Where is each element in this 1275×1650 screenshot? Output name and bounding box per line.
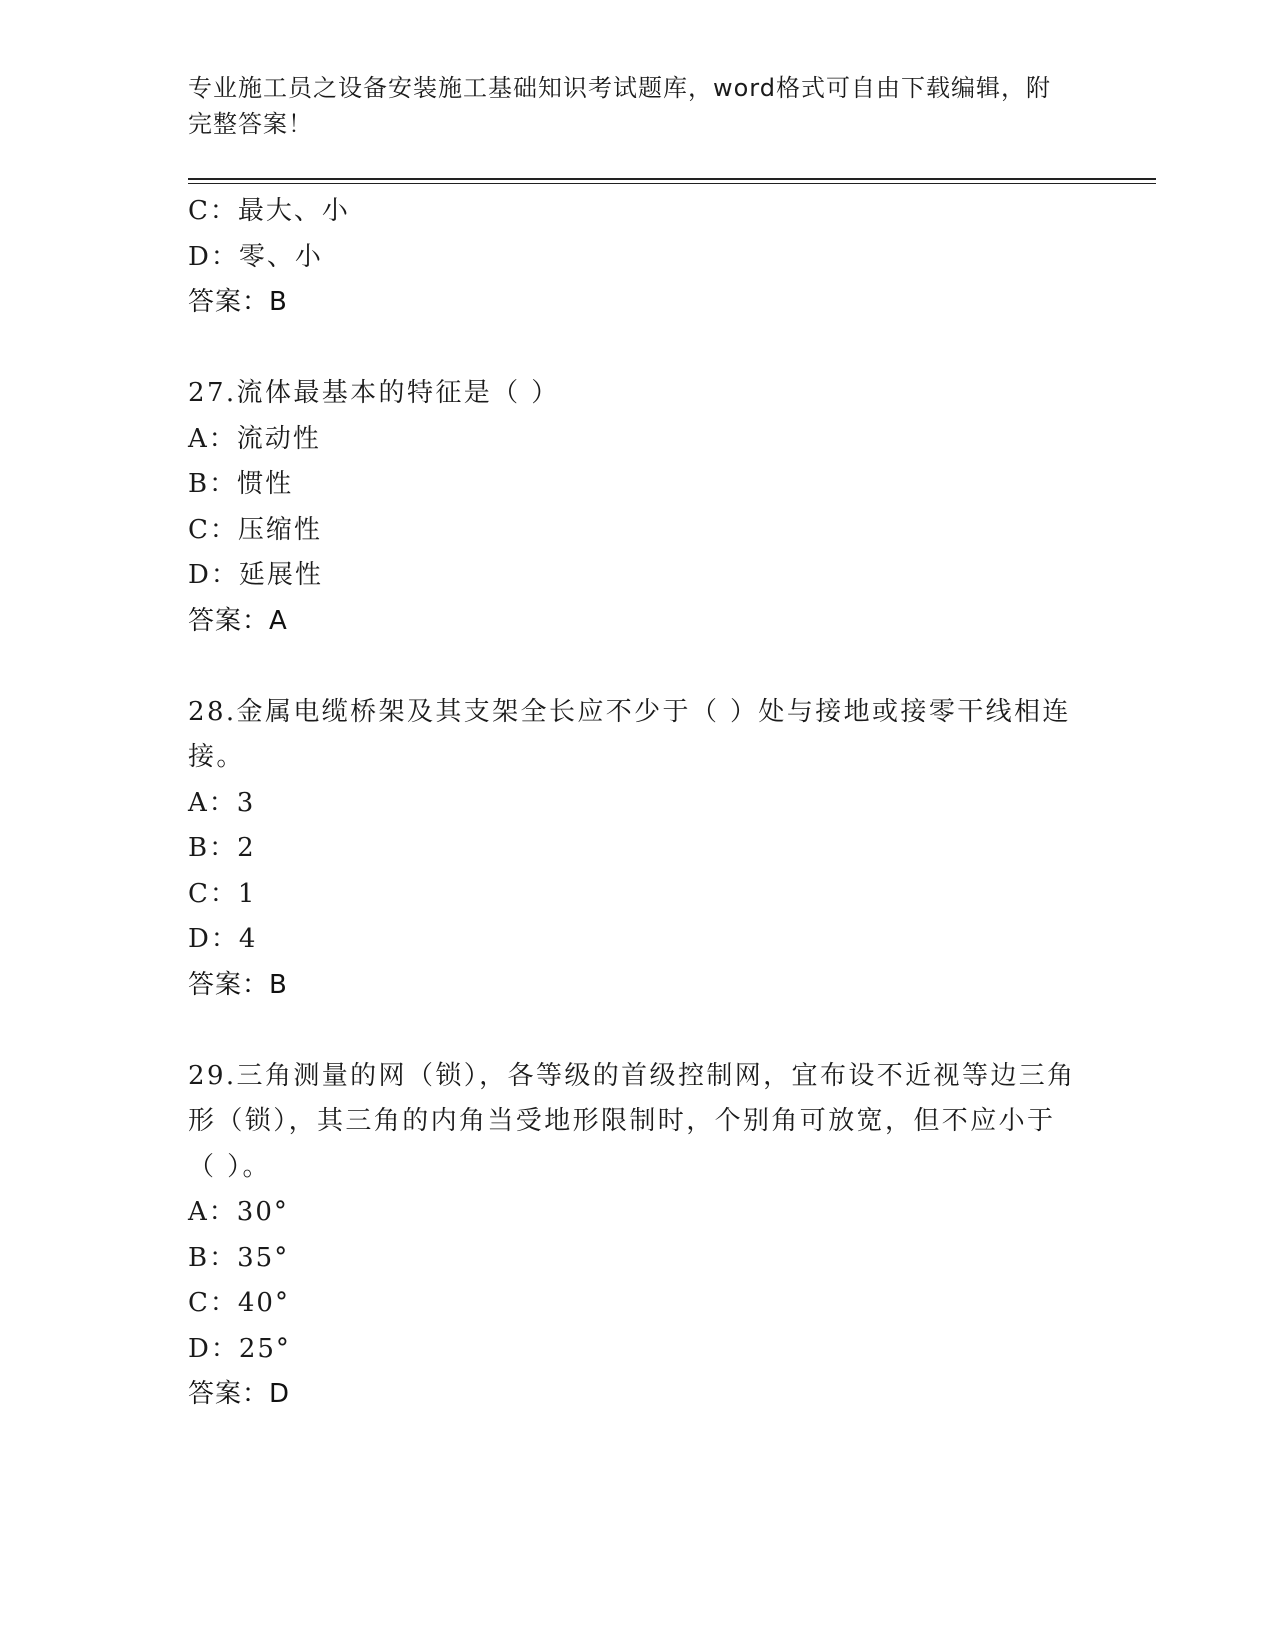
option-c: C：最大、小 [188, 196, 350, 226]
answer-line: 答案：B [188, 287, 288, 317]
option-d: D：25° [188, 1333, 291, 1364]
option-b: B：惯性 [188, 469, 294, 499]
option-a: A：3 [188, 787, 256, 818]
option-b: B：35° [188, 1242, 290, 1273]
option-c: C：压缩性 [188, 514, 322, 545]
spacer [188, 1008, 1088, 1054]
header-rule-thick [188, 178, 1156, 180]
document-header: 专业施工员之设备安装施工基础知识考试题库，word格式可自由下载编辑，附完整答案！ [188, 74, 1051, 138]
question-stem: 28.金属电缆桥架及其支架全长应不少于（ ）处与接地或接零干线相连接。 [188, 696, 1071, 772]
option-c: C：40° [188, 1288, 290, 1318]
option-d: D：延展性 [188, 560, 323, 590]
spacer [188, 644, 1088, 690]
question-28 [188, 690, 1088, 1009]
question-fragment [188, 189, 1088, 326]
question-stem: 29.三角测量的网（锁），各等级的首级控制网，宜布设不近视等边三角形（锁），其三角的内角当受地形限制时，个别角可放宽，但不应小于（ ）。 [188, 1060, 1076, 1182]
question-29 [188, 1054, 1088, 1418]
spacer [188, 326, 1088, 372]
option-d: D：4 [188, 924, 258, 954]
option-c: C：1 [188, 878, 257, 909]
option-b: B：2 [188, 833, 256, 863]
answer-line: 答案：B [188, 969, 288, 1000]
option-a: A：30° [188, 1197, 289, 1227]
question-content [188, 189, 1088, 1418]
question-stem: 27.流体最基本的特征是（ ） [188, 378, 560, 408]
option-d: D：零、小 [188, 241, 323, 272]
answer-line: 答案：A [188, 605, 288, 636]
answer-line: 答案：D [188, 1379, 291, 1409]
header-rule-thin [188, 183, 1156, 184]
option-a: A：流动性 [188, 423, 321, 454]
question-27 [188, 371, 1088, 644]
